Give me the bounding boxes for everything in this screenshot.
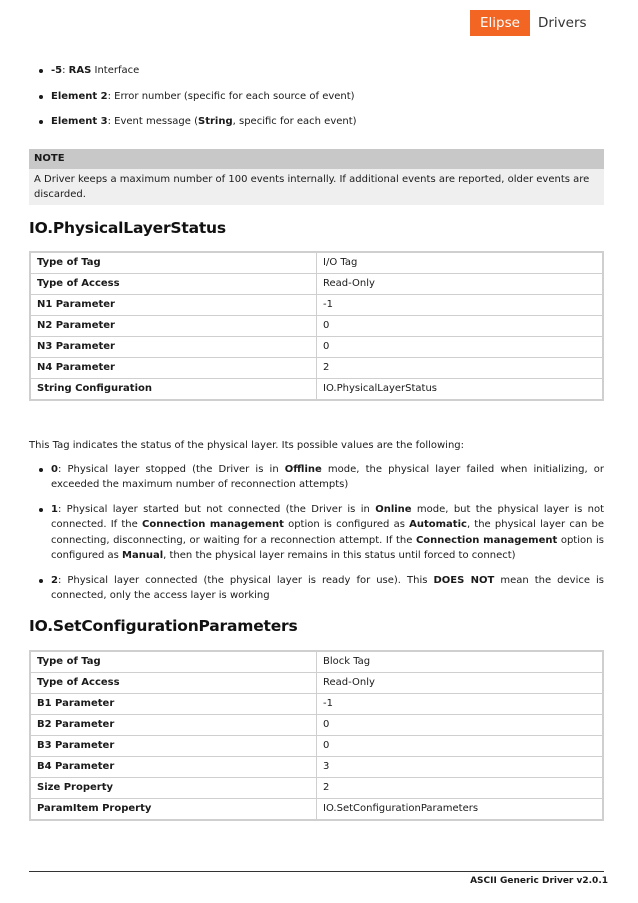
row-key: Type of Access xyxy=(30,672,317,693)
list-item: 1: Physical layer started but not connected (the Driver is in Online mode, but the physical layer is not connected. If the Connection management option is configured as Automatic, the physical layer can be connecting, disconnecting, or waiting for a reconnection attempt. If the Connection management option is configured as Manual, then the physical layer remains in this status until forced to connect) xyxy=(29,502,604,564)
row-value: 0 xyxy=(317,735,604,756)
note-box xyxy=(29,149,604,205)
table-row xyxy=(30,735,603,756)
row-value: Read-Only xyxy=(317,672,604,693)
row-value: 3 xyxy=(317,756,604,777)
row-key: N2 Parameter xyxy=(30,315,317,336)
row-value: IO.SetConfigurationParameters xyxy=(317,798,604,820)
row-key: N1 Parameter xyxy=(30,294,317,315)
footer-doc-version: ASCII Generic Driver v2.0.1 xyxy=(470,876,608,886)
row-value: 2 xyxy=(317,777,604,798)
list-item: -5: RAS Interface xyxy=(29,63,604,79)
table-row xyxy=(30,756,603,777)
table-row xyxy=(30,273,603,294)
logo-elipse: Elipse xyxy=(470,10,530,36)
row-key: Type of Tag xyxy=(30,252,317,274)
list-item: Element 2: Error number (specific for each source of event) xyxy=(29,89,604,105)
footer-divider xyxy=(29,871,604,872)
document-content xyxy=(29,63,604,821)
list-item: 0: Physical layer stopped (the Driver is in Offline mode, the physical layer failed when initializing, or exceeded the maximum number of reconnection attempts) xyxy=(29,462,604,493)
table-row xyxy=(30,294,603,315)
row-value: 0 xyxy=(317,714,604,735)
table-row xyxy=(30,672,603,693)
section-title-physical-layer-status: IO.PhysicalLayerStatus xyxy=(29,218,226,237)
row-key: Type of Access xyxy=(30,273,317,294)
set-configuration-parameters-table xyxy=(29,650,604,821)
elipse-drivers-logo xyxy=(470,10,593,36)
event-elements-list xyxy=(29,63,604,130)
physical-layer-status-table xyxy=(29,251,604,401)
physical-layer-values-list xyxy=(29,462,604,604)
table-row xyxy=(30,357,603,378)
list-item: Element 3: Event message (String, specific for each event) xyxy=(29,114,604,130)
list-item: 2: Physical layer connected (the physical layer is ready for use). This DOES NOT mean the device is connected, only the access layer is working xyxy=(29,573,604,604)
row-key: B4 Parameter xyxy=(30,756,317,777)
row-key: B1 Parameter xyxy=(30,693,317,714)
row-key: B2 Parameter xyxy=(30,714,317,735)
row-value: 0 xyxy=(317,336,604,357)
physical-layer-intro: This Tag indicates the status of the physical layer. Its possible values are the following: xyxy=(29,439,465,451)
logo-drivers: Drivers xyxy=(537,15,587,31)
note-text: A Driver keeps a maximum number of 100 events internally. If additional events are reported, older events are discarded. xyxy=(29,169,604,205)
row-key: N3 Parameter xyxy=(30,336,317,357)
table-row xyxy=(30,777,603,798)
row-value: 0 xyxy=(317,315,604,336)
row-value: Read-Only xyxy=(317,273,604,294)
note-title: NOTE xyxy=(29,149,604,169)
row-key: Size Property xyxy=(30,777,317,798)
table-row xyxy=(30,714,603,735)
table-row xyxy=(30,378,603,400)
row-value: IO.PhysicalLayerStatus xyxy=(317,378,604,400)
row-key: String Configuration xyxy=(30,378,317,400)
row-value: I/O Tag xyxy=(317,252,604,274)
table-row xyxy=(30,651,603,673)
row-value: 2 xyxy=(317,357,604,378)
row-key: N4 Parameter xyxy=(30,357,317,378)
row-key: ParamItem Property xyxy=(30,798,317,820)
row-key: Type of Tag xyxy=(30,651,317,673)
table-row xyxy=(30,798,603,820)
row-key: B3 Parameter xyxy=(30,735,317,756)
row-value: -1 xyxy=(317,294,604,315)
row-value: -1 xyxy=(317,693,604,714)
table-row xyxy=(30,315,603,336)
table-row xyxy=(30,336,603,357)
row-value: Block Tag xyxy=(317,651,604,673)
table-row xyxy=(30,693,603,714)
section-title-set-configuration-parameters: IO.SetConfigurationParameters xyxy=(29,616,298,635)
table-row xyxy=(30,252,603,274)
